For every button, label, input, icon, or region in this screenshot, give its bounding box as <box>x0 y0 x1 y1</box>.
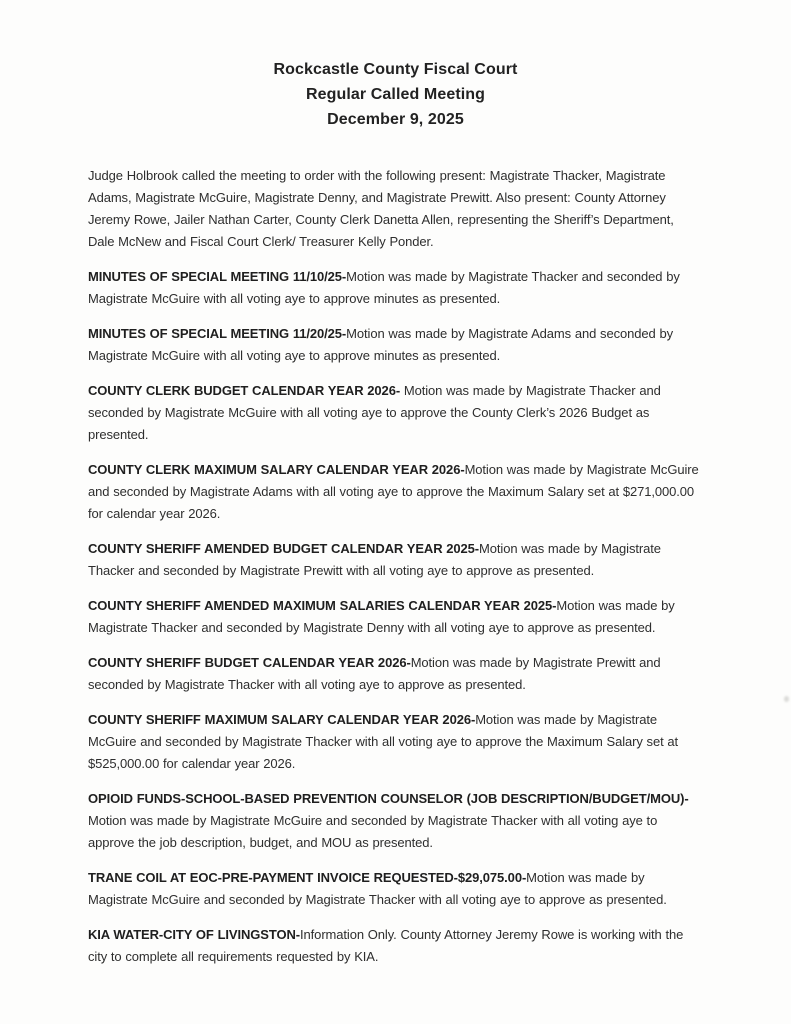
paragraph-heading: COUNTY CLERK MAXIMUM SALARY CALENDAR YEAR 2026- <box>88 462 465 477</box>
para-trane-coil-eoc <box>88 867 703 911</box>
paragraph-heading: TRANE COIL AT EOC-PRE-PAYMENT INVOICE REQUESTED-$29,075.00- <box>88 870 527 885</box>
para-sheriff-max-salary-2026 <box>88 709 703 775</box>
para-sheriff-amended-budget-2025 <box>88 538 703 582</box>
para-county-clerk-budget-2026 <box>88 380 703 446</box>
paragraph-heading: MINUTES OF SPECIAL MEETING 11/20/25- <box>88 326 347 341</box>
document-title-block <box>88 57 703 132</box>
minutes-content <box>88 165 703 968</box>
para-minutes-11-20-25 <box>88 323 703 367</box>
para-sheriff-amended-max-salaries-2025 <box>88 595 703 639</box>
paragraph-body: Motion was made by Magistrate McGuire and seconded by Magistrate Adams with all voting aye to approve the Maximum Salary set at $271,000.00 for calendar year 2026. <box>88 462 699 521</box>
paragraph-body: Motion was made by Magistrate McGuire and seconded by Magistrate Thacker with all voting aye to approve the Maximum Salary set at $525,000.00 for calendar year 2026. <box>88 712 679 771</box>
meeting-date: December 9, 2025 <box>327 111 464 128</box>
para-opening-attendance <box>88 165 703 253</box>
paragraph-heading: COUNTY SHERIFF MAXIMUM SALARY CALENDAR YEAR 2026- <box>88 712 476 727</box>
paragraph-body: Motion was made by Magistrate McGuire and seconded by Magistrate Thacker with all voting aye to approve as presented. <box>88 870 667 907</box>
paragraph-heading: OPIOID FUNDS-SCHOOL-BASED PREVENTION COUNSELOR (JOB DESCRIPTION/BUDGET/MOU)- <box>88 791 689 806</box>
paragraph-body: Motion was made by Magistrate McGuire and seconded by Magistrate Thacker with all voting aye to approve the job description, budget, and MOU as presented. <box>88 813 658 850</box>
paragraph-body: Judge Holbrook called the meeting to order with the following present: Magistrate Thacker, Magistrate Adams, Magistrate McGuire, Magistrate Denny, and Magistrate Prewitt. Also present: County Attorney Jeremy Rowe, Jailer Nathan Carter, County Clerk Danetta Allen, representing the Sheriff’s Department, Dale McNew and Fiscal Court Clerk/ Treasurer Kelly Ponder. <box>88 168 674 249</box>
paragraph-body: Motion was made by Magistrate Prewitt and seconded by Magistrate Thacker with all voting aye to approve as presented. <box>88 655 661 692</box>
paragraph-body: Motion was made by Magistrate Thacker and seconded by Magistrate Prewitt with all voting aye to approve as presented. <box>88 541 661 578</box>
paragraph-heading: COUNTY CLERK BUDGET CALENDAR YEAR 2026- <box>88 383 401 398</box>
paragraph-heading: KIA WATER-CITY OF LIVINGSTON- <box>88 927 301 942</box>
paragraph-body: Motion was made by Magistrate Adams and seconded by Magistrate McGuire with all voting aye to approve minutes as presented. <box>88 326 673 363</box>
paragraph-body: Information Only. County Attorney Jeremy Rowe is working with the city to complete all requirements requested by KIA. <box>88 927 684 964</box>
paragraph-heading: COUNTY SHERIFF AMENDED MAXIMUM SALARIES CALENDAR YEAR 2025- <box>88 598 557 613</box>
para-sheriff-budget-2026 <box>88 652 703 696</box>
court-name: Rockcastle County Fiscal Court <box>273 61 518 78</box>
para-opioid-funds-counselor <box>88 788 703 854</box>
paragraph-heading: COUNTY SHERIFF BUDGET CALENDAR YEAR 2026- <box>88 655 411 670</box>
para-minutes-11-10-25 <box>88 266 703 310</box>
paragraph-body: Motion was made by Magistrate Thacker and seconded by Magistrate McGuire with all voting aye to approve minutes as presented. <box>88 269 680 306</box>
para-county-clerk-max-salary-2026 <box>88 459 703 525</box>
para-kia-water-livingston <box>88 924 703 968</box>
paragraph-body: Motion was made by Magistrate Thacker and seconded by Magistrate Denny with all voting aye to approve as presented. <box>88 598 675 635</box>
scan-artifact <box>784 696 789 702</box>
meeting-type: Regular Called Meeting <box>305 86 486 103</box>
paragraph-body: Motion was made by Magistrate Thacker and seconded by Magistrate McGuire with all voting aye to approve the County Clerk’s 2026 Budget as presented. <box>88 383 661 442</box>
paragraph-heading: MINUTES OF SPECIAL MEETING 11/10/25- <box>88 269 347 284</box>
paragraph-heading: COUNTY SHERIFF AMENDED BUDGET CALENDAR YEAR 2025- <box>88 541 480 556</box>
